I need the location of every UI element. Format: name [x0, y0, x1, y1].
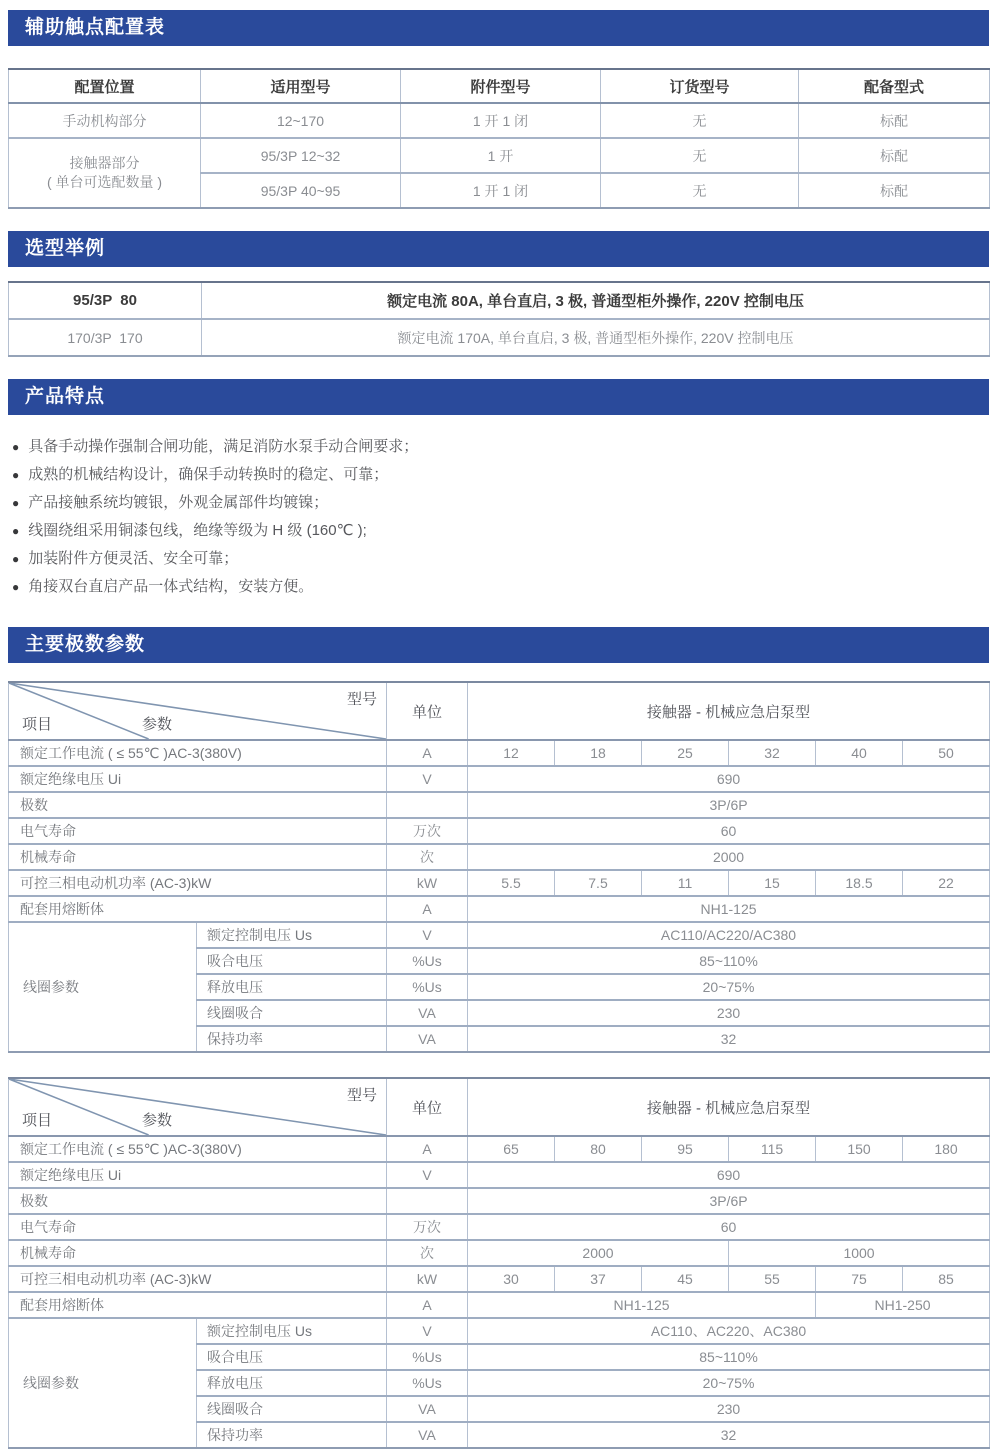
- value-cell-span: 32: [468, 1422, 990, 1448]
- bullet-icon: ●: [12, 440, 20, 454]
- param-sublabel: 额定控制电压 Us: [197, 922, 387, 948]
- param-label: 额定绝缘电压 Ui: [9, 766, 387, 792]
- section-bar-main-parameters: [8, 627, 989, 663]
- value-cell: 5.5: [468, 870, 555, 896]
- table-row: [9, 792, 990, 818]
- value-cell-span: 85~110%: [468, 948, 990, 974]
- unit-cell: V: [387, 922, 468, 948]
- cell-order: 无: [601, 173, 799, 208]
- list-item: [12, 461, 1000, 489]
- table-row: [9, 138, 990, 173]
- value-cell-span: NH1-125: [468, 896, 990, 922]
- value-cell-span: AC110/AC220/AC380: [468, 922, 990, 948]
- corner-header-cell: [9, 682, 387, 740]
- param-label: 可控三相电动机功率 (AC-3)kW: [9, 870, 387, 896]
- unit-column-header: 单位: [387, 1078, 468, 1136]
- corner-label-item: 项目: [22, 716, 53, 733]
- unit-cell: VA: [387, 1396, 468, 1422]
- diagonal-divider-icon: [9, 683, 386, 739]
- value-cell: 180: [903, 1136, 990, 1162]
- bullet-icon: ●: [12, 524, 20, 538]
- value-cell: 55: [729, 1266, 816, 1292]
- bullet-icon: ●: [12, 552, 20, 566]
- value-cell-span: 3P/6P: [468, 1188, 990, 1214]
- value-cell-span: 20~75%: [468, 974, 990, 1000]
- value-cell-span: 230: [468, 1396, 990, 1422]
- table-row: [9, 922, 990, 948]
- corner-label-model: 型号: [346, 691, 377, 708]
- param-label: 极数: [9, 1188, 387, 1214]
- list-item: [12, 489, 1000, 517]
- table-row: [9, 319, 990, 356]
- unit-cell: %Us: [387, 948, 468, 974]
- corner-label-parameter: 参数: [142, 1112, 173, 1129]
- param-table-large-frames: [8, 1077, 990, 1449]
- cell-accessory: 1 开 1 闭: [401, 103, 601, 138]
- value-cell: 32: [729, 740, 816, 766]
- param-sublabel: 保持功率: [197, 1422, 387, 1448]
- value-cell: 115: [729, 1136, 816, 1162]
- selection-example-table: [8, 281, 990, 357]
- value-cell: 150: [816, 1136, 903, 1162]
- unit-cell: %Us: [387, 974, 468, 1000]
- value-cell: 7.5: [555, 870, 642, 896]
- value-cell: 22: [903, 870, 990, 896]
- table-row: [9, 1318, 990, 1344]
- param-sublabel: 吸合电压: [197, 1344, 387, 1370]
- value-cell-span: 32: [468, 1026, 990, 1052]
- feature-text: 线圈绕组采用铜漆包线，绝缘等级为 H 级 (160℃ );: [28, 522, 367, 539]
- feature-text: 加装附件方便灵活、安全可靠；: [28, 550, 239, 567]
- value-cell-span: 2000: [468, 1240, 729, 1266]
- value-cell-span: 690: [468, 766, 990, 792]
- cell-equip: 标配: [799, 138, 990, 173]
- table-row: [9, 1136, 990, 1162]
- list-item: [12, 433, 1000, 461]
- param-sublabel: 释放电压: [197, 974, 387, 1000]
- table-row: [9, 1188, 990, 1214]
- param-label: 额定绝缘电压 Ui: [9, 1162, 387, 1188]
- unit-column-header: 单位: [387, 682, 468, 740]
- position-line2: ( 单台可选配数量 ): [46, 174, 163, 190]
- cell-model-code: 95/3P 80: [9, 282, 202, 319]
- header-cell-position: 配置位置: [9, 69, 201, 103]
- unit-cell: A: [387, 740, 468, 766]
- bullet-icon: ●: [12, 468, 20, 482]
- cell-model-code: 170/3P 170: [9, 319, 202, 356]
- value-cell: 18: [555, 740, 642, 766]
- unit-cell: kW: [387, 870, 468, 896]
- value-cell: 12: [468, 740, 555, 766]
- value-cell-span: AC110、AC220、AC380: [468, 1318, 990, 1344]
- list-item: [12, 573, 1000, 601]
- unit-cell: V: [387, 1162, 468, 1188]
- param-label: 额定工作电流 ( ≤ 55℃ )AC-3(380V): [9, 740, 387, 766]
- aux-contact-config-table: [8, 68, 990, 209]
- section-title-features: 产品特点: [25, 386, 106, 407]
- param-label: 机械寿命: [9, 1240, 387, 1266]
- param-label: 可控三相电动机功率 (AC-3)kW: [9, 1266, 387, 1292]
- diagonal-divider-icon: [9, 1079, 386, 1135]
- table-row: [9, 740, 990, 766]
- value-cell-span: 690: [468, 1162, 990, 1188]
- value-cell-span: 85~110%: [468, 1344, 990, 1370]
- param-table-small-frames: [8, 681, 990, 1053]
- value-cell-span: 230: [468, 1000, 990, 1026]
- value-cell-span: NH1-250: [816, 1292, 990, 1318]
- header-cell-accessory-model: 附件型号: [401, 69, 601, 103]
- feature-text: 成熟的机械结构设计，确保手动转换时的稳定、可靠；: [28, 466, 389, 483]
- unit-cell: VA: [387, 1000, 468, 1026]
- unit-cell: %Us: [387, 1344, 468, 1370]
- coil-group-label: 线圈参数: [9, 922, 197, 1052]
- header-cell-equip-type: 配备型式: [799, 69, 990, 103]
- section-title-aux: 辅助触点配置表: [25, 17, 166, 38]
- unit-cell: [387, 792, 468, 818]
- value-cell: 65: [468, 1136, 555, 1162]
- section-title-params: 主要极数参数: [25, 634, 146, 655]
- section-bar-aux-contacts: [8, 10, 989, 46]
- param-sublabel: 额定控制电压 Us: [197, 1318, 387, 1344]
- cell-model: 95/3P 12~32: [201, 138, 401, 173]
- param-sublabel: 吸合电压: [197, 948, 387, 974]
- value-cell-span: NH1-125: [468, 1292, 816, 1318]
- aux-table-header-row: [9, 69, 990, 103]
- value-cell: 11: [642, 870, 729, 896]
- param-sublabel: 释放电压: [197, 1370, 387, 1396]
- value-cell-span: 2000: [468, 844, 990, 870]
- feature-text: 具备手动操作强制合闸功能，满足消防水泵手动合闸要求；: [28, 438, 419, 455]
- unit-cell: [387, 1188, 468, 1214]
- corner-header-cell: [9, 1078, 387, 1136]
- table-row: [9, 103, 990, 138]
- cell-order: 无: [601, 103, 799, 138]
- unit-cell: 次: [387, 844, 468, 870]
- cell-equip: 标配: [799, 103, 990, 138]
- cell-accessory: 1 开 1 闭: [401, 173, 601, 208]
- param-header-row: [9, 1078, 990, 1136]
- value-cell-span: 20~75%: [468, 1370, 990, 1396]
- coil-group-label: 线圈参数: [9, 1318, 197, 1448]
- feature-text: 角接双台直启产品一体式结构，安装方便。: [28, 578, 314, 595]
- table-row: [9, 766, 990, 792]
- value-cell: 45: [642, 1266, 729, 1292]
- value-cell-span: 1000: [729, 1240, 990, 1266]
- cell-accessory: 1 开: [401, 138, 601, 173]
- feature-text: 产品接触系统均镀银，外观金属部件均镀镍；: [28, 494, 329, 511]
- corner-label-model: 型号: [346, 1087, 377, 1104]
- value-cell: 18.5: [816, 870, 903, 896]
- header-cell-order-model: 订货型号: [601, 69, 799, 103]
- value-cell-span: 60: [468, 818, 990, 844]
- unit-cell: VA: [387, 1422, 468, 1448]
- table-row: [9, 1214, 990, 1240]
- cell-model-description: 额定电流 170A, 单台直启, 3 极, 普通型柜外操作, 220V 控制电压: [202, 319, 990, 356]
- param-label: 配套用熔断体: [9, 896, 387, 922]
- cell-model: 12~170: [201, 103, 401, 138]
- param-header-row: [9, 682, 990, 740]
- model-group-header: 接触器 - 机械应急启泵型: [468, 682, 990, 740]
- value-cell: 30: [468, 1266, 555, 1292]
- list-item: [12, 517, 1000, 545]
- cell-position: 手动机构部分: [9, 103, 201, 138]
- header-cell-applicable-model: 适用型号: [201, 69, 401, 103]
- value-cell: 75: [816, 1266, 903, 1292]
- table-row: [9, 282, 990, 319]
- cell-model: 95/3P 40~95: [201, 173, 401, 208]
- section-bar-product-features: [8, 379, 989, 415]
- bullet-icon: ●: [12, 496, 20, 510]
- param-label: 电气寿命: [9, 1214, 387, 1240]
- table-row: [9, 1292, 990, 1318]
- value-cell-span: 60: [468, 1214, 990, 1240]
- unit-cell: kW: [387, 1266, 468, 1292]
- value-cell: 37: [555, 1266, 642, 1292]
- cell-model-description: 额定电流 80A, 单台直启, 3 极, 普通型柜外操作, 220V 控制电压: [202, 282, 990, 319]
- unit-cell: A: [387, 896, 468, 922]
- value-cell: 50: [903, 740, 990, 766]
- cell-order: 无: [601, 138, 799, 173]
- value-cell: 85: [903, 1266, 990, 1292]
- param-label: 电气寿命: [9, 818, 387, 844]
- corner-label-parameter: 参数: [142, 716, 173, 733]
- value-cell-span: 3P/6P: [468, 792, 990, 818]
- unit-cell: 次: [387, 1240, 468, 1266]
- list-item: [12, 545, 1000, 573]
- unit-cell: A: [387, 1292, 468, 1318]
- param-label: 机械寿命: [9, 844, 387, 870]
- param-label: 极数: [9, 792, 387, 818]
- unit-cell: V: [387, 766, 468, 792]
- value-cell: 15: [729, 870, 816, 896]
- unit-cell: A: [387, 1136, 468, 1162]
- table-row: [9, 896, 990, 922]
- corner-label-item: 项目: [22, 1112, 53, 1129]
- unit-cell: 万次: [387, 1214, 468, 1240]
- param-sublabel: 线圈吸合: [197, 1000, 387, 1026]
- bullet-icon: ●: [12, 580, 20, 594]
- features-list: [12, 433, 1000, 601]
- unit-cell: V: [387, 1318, 468, 1344]
- table-row: [9, 844, 990, 870]
- cell-equip: 标配: [799, 173, 990, 208]
- table-row: [9, 870, 990, 896]
- cell-position-merged: [9, 138, 201, 208]
- table-row: [9, 1240, 990, 1266]
- table-row: [9, 818, 990, 844]
- param-label: 额定工作电流 ( ≤ 55℃ )AC-3(380V): [9, 1136, 387, 1162]
- value-cell: 40: [816, 740, 903, 766]
- value-cell: 25: [642, 740, 729, 766]
- section-title-selection: 选型举例: [25, 238, 106, 259]
- section-bar-selection-examples: [8, 231, 989, 267]
- param-label: 配套用熔断体: [9, 1292, 387, 1318]
- value-cell: 95: [642, 1136, 729, 1162]
- param-sublabel: 保持功率: [197, 1026, 387, 1052]
- unit-cell: VA: [387, 1026, 468, 1052]
- position-line1: 接触器部分: [69, 155, 140, 171]
- param-sublabel: 线圈吸合: [197, 1396, 387, 1422]
- table-row: [9, 1162, 990, 1188]
- unit-cell: %Us: [387, 1370, 468, 1396]
- table-row: [9, 1266, 990, 1292]
- value-cell: 80: [555, 1136, 642, 1162]
- model-group-header: 接触器 - 机械应急启泵型: [468, 1078, 990, 1136]
- unit-cell: 万次: [387, 818, 468, 844]
